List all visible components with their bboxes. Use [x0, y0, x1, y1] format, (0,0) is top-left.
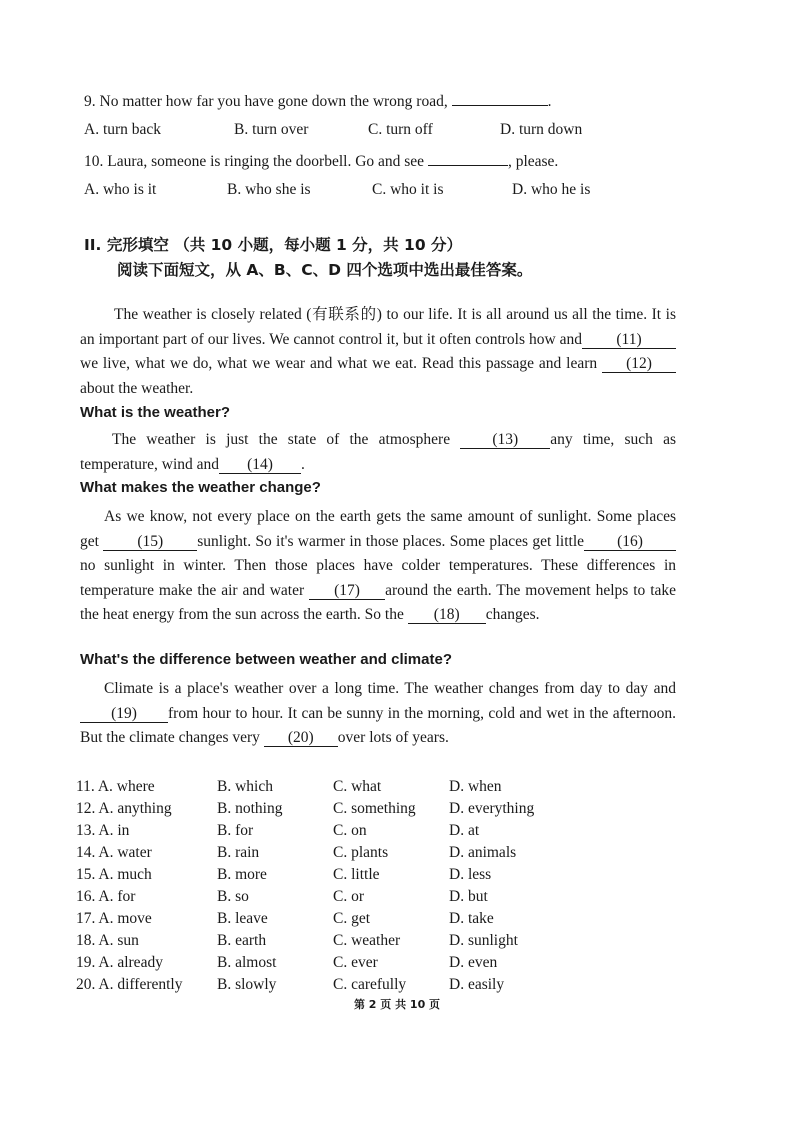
option-c: C. get — [333, 910, 371, 927]
option-a: 16. A. for — [76, 888, 136, 905]
page-number: 第 2 页 共 10 页 — [353, 998, 441, 1011]
option-a: 12. A. anything — [76, 800, 172, 817]
passage-text: from hour to hour. It can be sunny in the morning, cold and wet in the afternoon. But the climate changes very — [80, 704, 676, 746]
option-d: D. but — [449, 888, 488, 905]
option-d: D. even — [449, 954, 498, 971]
cloze-gap-19: (19) — [80, 706, 168, 723]
cloze-gap-20: (20) — [264, 730, 338, 747]
option-c: C. turn off — [368, 121, 433, 138]
answer-blank — [428, 151, 508, 166]
passage-paragraph-3 — [80, 505, 676, 628]
section-heading: II. 完形填空 （共 10 小题，每小题 1 分，共 10 分） — [84, 236, 463, 254]
option-a: 18. A. sun — [76, 932, 139, 949]
option-b: B. almost — [217, 954, 277, 971]
option-c: C. or — [333, 888, 364, 905]
option-b: B. leave — [217, 910, 268, 927]
passage-text: any time, such as temperature, wind and — [80, 431, 676, 473]
option-d: D. sunlight — [449, 932, 518, 949]
option-b: B. earth — [217, 932, 267, 949]
passage-text: As we know, not every place on the earth gets the same amount of sunlight. Some places get — [80, 508, 676, 550]
passage-paragraph-1 — [80, 303, 676, 401]
option-d: D. easily — [449, 976, 505, 993]
cloze-gap-17: (17) — [309, 583, 385, 600]
option-c: C. carefully — [333, 976, 407, 993]
answer-blank — [452, 91, 548, 106]
option-c: C. what — [333, 778, 382, 795]
option-d: D. animals — [449, 844, 517, 861]
option-b: B. so — [217, 888, 249, 905]
section-instruction: 阅读下面短文，从 A、B、C、D 四个选项中选出最佳答案。 — [117, 261, 533, 279]
passage-text: sunlight. So it's warmer in those places. Some places get little — [197, 532, 585, 550]
option-a: 17. A. move — [76, 910, 152, 927]
option-b: B. more — [217, 866, 267, 883]
passage-text: changes. — [485, 606, 540, 623]
subheading-weather-vs-climate: What's the difference between weather and climate? — [80, 651, 452, 668]
answer-options-20 — [0, 976, 794, 998]
option-a: 13. A. in — [76, 822, 130, 839]
passage-text: around the earth. The movement helps to take the heat energy from the sun across the earth. So the — [80, 581, 677, 623]
option-a: 14. A. water — [76, 844, 152, 861]
option-c: C. on — [333, 822, 367, 839]
cloze-gap-16: (16) — [584, 534, 676, 551]
answer-options-13 — [0, 822, 794, 844]
passage-text: The weather is closely related (有联系的) to our life. It is all around us all the time. It is an important part of our lives. We cannot control it, but it often controls how and — [80, 306, 676, 348]
option-d: D. turn down — [500, 121, 583, 138]
option-d: D. who he is — [512, 181, 591, 198]
answer-options-14 — [0, 844, 794, 866]
option-c: C. little — [333, 866, 380, 883]
option-a: 15. A. much — [76, 866, 152, 883]
option-b: B. rain — [217, 844, 260, 861]
cloze-gap-14: (14) — [219, 457, 301, 474]
cloze-gap-12: (12) — [602, 356, 676, 373]
option-b: B. slowly — [217, 976, 277, 993]
answer-options-16 — [0, 888, 794, 910]
question-9 — [84, 91, 551, 111]
passage-text: about the weather. — [80, 379, 194, 397]
passage-paragraph-4 — [80, 677, 676, 751]
answer-options-15 — [0, 866, 794, 888]
option-a: A. turn back — [84, 121, 162, 138]
answer-options-19 — [0, 954, 794, 976]
option-a: A. who is it — [84, 181, 157, 198]
question-10 — [84, 151, 558, 171]
passage-text: we live, what we do, what we wear and what we eat. Read this passage and learn — [80, 355, 598, 372]
option-c: C. who it is — [372, 181, 444, 198]
option-b: B. nothing — [217, 800, 283, 817]
answer-options-17 — [0, 910, 794, 932]
answer-options-18 — [0, 932, 794, 954]
question-stem: 10. Laura, someone is ringing the doorbell. Go and see — [84, 153, 425, 170]
passage-text: no sunlight in winter. Then those places have colder temperatures. These differences in temperature make the air and water — [80, 557, 676, 599]
cloze-gap-13: (13) — [460, 432, 550, 449]
option-c: C. weather — [333, 932, 401, 949]
question-end: . — [547, 93, 552, 110]
passage-text: The weather is just the state of the atmosphere — [112, 431, 451, 448]
option-b: B. for — [217, 822, 254, 839]
option-d: D. everything — [449, 800, 535, 817]
cloze-gap-15: (15) — [103, 534, 197, 551]
answer-options-12 — [0, 800, 794, 822]
subheading-what-is-weather: What is the weather? — [80, 404, 231, 421]
option-a: 19. A. already — [76, 954, 163, 971]
option-c: C. ever — [333, 954, 378, 971]
cloze-gap-11: (11) — [582, 332, 676, 349]
option-d: D. at — [449, 822, 480, 839]
option-b: B. turn over — [234, 121, 309, 138]
answer-options-11 — [0, 778, 794, 800]
passage-text: over lots of years. — [337, 729, 449, 746]
option-d: D. when — [449, 778, 502, 795]
option-b: B. who she is — [227, 181, 311, 198]
passage-text: . — [301, 455, 305, 473]
option-a: 11. A. where — [76, 778, 155, 795]
option-a: 20. A. differently — [76, 976, 183, 993]
option-d: D. take — [449, 910, 494, 927]
passage-paragraph-2 — [80, 428, 676, 477]
cloze-gap-18: (18) — [408, 607, 486, 624]
subheading-weather-change: What makes the weather change? — [80, 479, 321, 496]
option-d: D. less — [449, 866, 492, 883]
question-stem: 9. No matter how far you have gone down the wrong road, — [84, 93, 448, 110]
option-c: C. plants — [333, 844, 389, 861]
option-b: B. which — [217, 778, 273, 795]
passage-text: Climate is a place's weather over a long time. The weather changes from day to day and — [104, 680, 676, 697]
option-c: C. something — [333, 800, 416, 817]
question-end: , please. — [507, 153, 559, 170]
